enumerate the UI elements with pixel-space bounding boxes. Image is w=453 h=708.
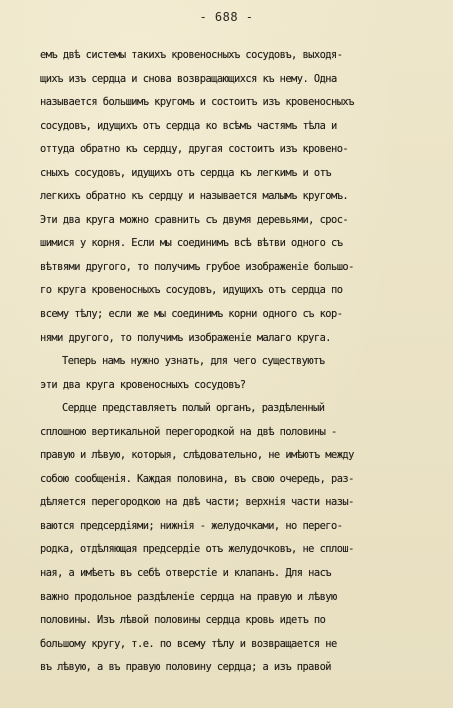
text-line: важно продольное раздѣленіе сердца на правую и лѣвую — [40, 590, 337, 603]
text-line: сосудовъ, идущихъ отъ сердца ко всѣмъ частямъ тѣла и — [40, 119, 337, 132]
page-number: - 688 - — [199, 10, 254, 24]
text-line: Сердце представляетъ полый органъ, раздѣленный — [62, 402, 325, 415]
text-line: нями другого, то получимъ изображеніе малаго круга. — [40, 331, 331, 344]
text-line: щихъ изъ сердца и снова возвращающихся къ нему. Одна — [40, 72, 337, 85]
text-line: половины. Изъ лѣвой половины сердца кровь идетъ по — [40, 614, 326, 627]
text-line: шимися у корня. Если мы соединимъ всѣ вѣтви одного съ — [40, 237, 343, 250]
text-line: въ лѣвую, а въ правую половину сердца; а изъ правой — [40, 661, 331, 674]
text-line: дѣляется перегородкою на двѣ части; верхнія части назы- — [40, 496, 354, 509]
text-line: Эти два круга можно сравнить съ двумя деревьями, срос- — [40, 213, 349, 226]
text-line: Теперь намъ нужно узнать, для чего существуютъ — [62, 355, 325, 368]
text-line: оттуда обратно къ сердцу, другая состоитъ изъ кровено- — [40, 143, 349, 156]
text-line: ваются предсердіями; нижнія - желудочками, но перего- — [40, 519, 343, 532]
text-line: го круга кровеносныхъ сосудовъ, идущихъ отъ сердца по — [40, 284, 343, 297]
text-line: родка, отдѣляющая предсердіе отъ желудочковъ, не сплош- — [40, 543, 354, 556]
text-line: легкихъ обратно къ сердцу и называется малымъ кругомъ. — [40, 190, 349, 203]
text-line: сплошною вертикальной перегородкой на двѣ половины - — [40, 425, 337, 438]
text-line: правую и лѣвую, которыя, слѣдовательно, не имѣютъ между — [40, 449, 354, 462]
text-line: большому кругу, т.е. по всему тѣлу и возвращается не — [40, 637, 337, 650]
text-line: сныхъ сосудовъ, идущихъ отъ сердца къ легкимъ и отъ — [40, 166, 331, 179]
body-text — [40, 44, 440, 680]
text-line: называется большимъ кругомъ и состоитъ изъ кровеносныхъ — [40, 96, 354, 109]
text-line: вѣтвями другого, то получимъ грубое изображеніе большо- — [40, 260, 354, 273]
text-line: собою сообщенія. Каждая половина, въ свою очередь, раз- — [40, 472, 354, 485]
text-line: эти два круга кровеносныхъ сосудовъ? — [40, 378, 246, 391]
text-line: ная, а имѣетъ въ себѣ отверстіе и клапанъ. Для насъ — [40, 567, 331, 580]
text-line: емъ двѣ системы такихъ кровеносныхъ сосудовъ, выходя- — [40, 49, 343, 61]
text-line: всему тѣлу; если же мы соединимъ корни одного съ кор- — [40, 308, 343, 321]
